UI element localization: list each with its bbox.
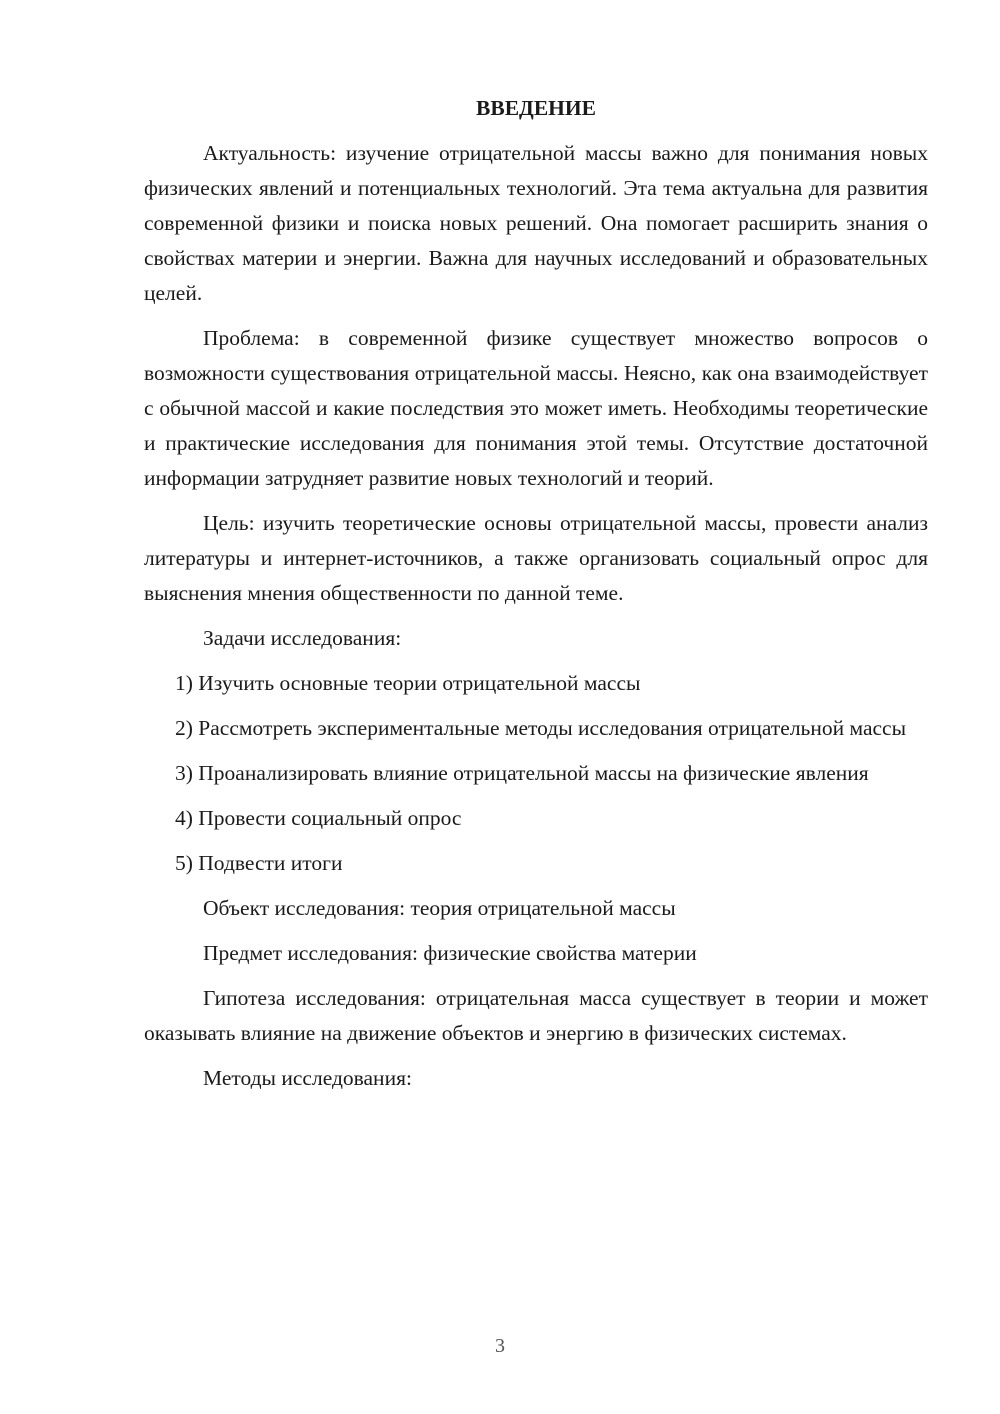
paragraph-problem: Проблема: в современной физике существует множество вопросов о возможности существования отрицательной массы. Неясно, как она взаимодействует с обычной массой и какие последствия это может иметь. Необходимы теоретические и практические исследования для понимания этой темы. Отсутствие достаточной информации затрудняет развитие новых технологий и теорий. — [144, 326, 928, 490]
tasks-title: Задачи исследования: — [203, 626, 402, 650]
paragraph-relevance: Актуальность: изучение отрицательной массы важно для понимания новых физических явлений и потенциальных технологий. Эта тема актуальна для развития современной физики и поиска новых решений. Она помогает расширить знания о свойствах материи и энергии. Важна для научных исследований и образовательных целей. — [144, 141, 928, 305]
paragraph-goal: Цель: изучить теоретические основы отрицательной массы, провести анализ литературы и интернет-источников, а также организовать социальный опрос для выяснения мнения общественности по данной теме. — [144, 511, 928, 605]
methods-title: Методы исследования: — [203, 1066, 412, 1090]
research-hypothesis: Гипотеза исследования: отрицательная масса существует в теории и может оказывать влияние на движение объектов и энергию в физических системах. — [144, 986, 928, 1045]
document-page — [144, 90, 928, 1106]
task-item-4: 4) Провести социальный опрос — [175, 806, 462, 830]
task-item-2: 2) Рассмотреть экспериментальные методы исследования отрицательной массы — [175, 716, 907, 740]
research-subject: Предмет исследования: физические свойства материи — [203, 941, 697, 965]
research-object: Объект исследования: теория отрицательной массы — [203, 896, 676, 920]
task-item-3: 3) Проанализировать влияние отрицательной массы на физические явления — [175, 761, 869, 785]
task-item-1: 1) Изучить основные теории отрицательной массы — [175, 671, 641, 695]
task-item-5: 5) Подвести итоги — [175, 851, 343, 875]
page-title: ВВЕДЕНИЕ — [476, 96, 596, 120]
page-number: 3 — [495, 1335, 505, 1357]
